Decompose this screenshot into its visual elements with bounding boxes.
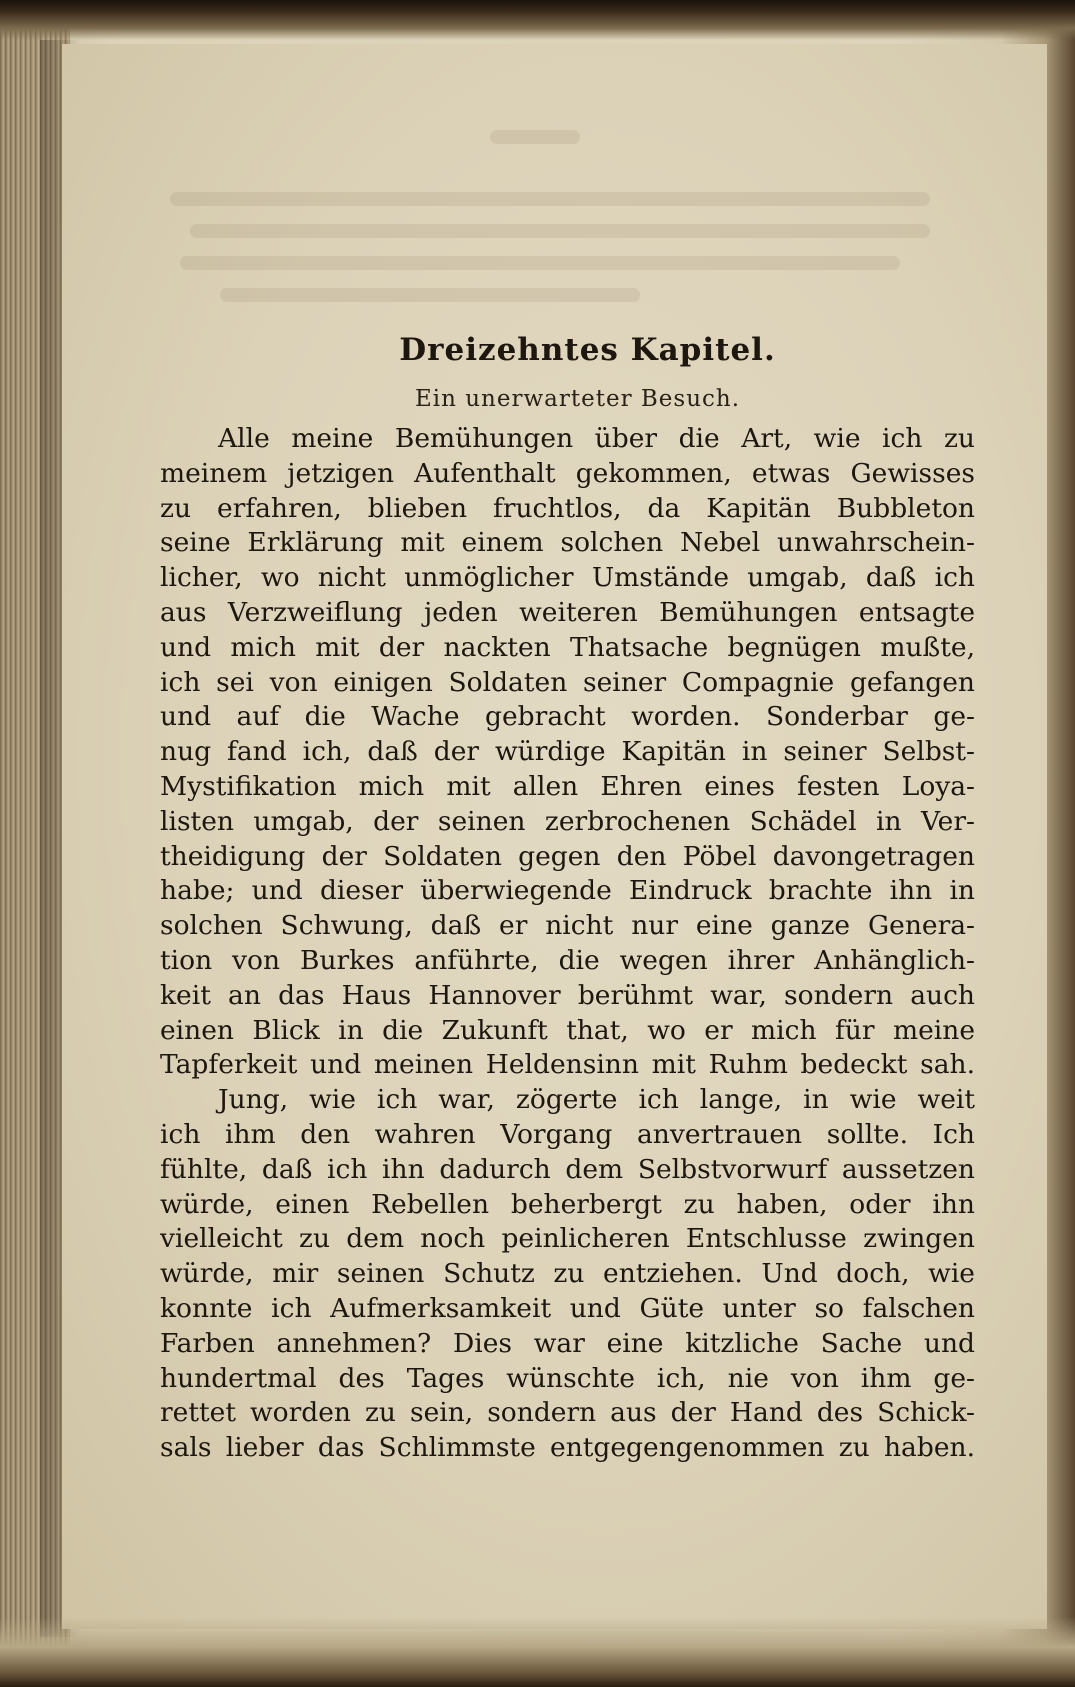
text-line: Alle meine Bemühungen über die Art, wie ich zu [218,423,975,454]
text-line: licher, wo nicht unmöglicher Umstände umgab, daß ich [160,562,975,594]
text-line: tion von Burkes anführte, die wegen ihrer Anhänglich- [160,944,975,976]
paragraph-2 [160,1083,975,1466]
chapter-text [160,330,975,1466]
text-line: Mystifikation mich mit allen Ehren eines festen Loya- [160,770,975,802]
text-line: einen Blick in die Zukunft that, wo er mich für meine [160,1014,975,1046]
text-line: ich ihm den wahren Vorgang anvertrauen sollte. Ich [160,1118,975,1150]
top-edge [0,0,1075,40]
text-line: fühlte, daß ich ihn dadurch dem Selbstvorwurf aussetzen [160,1153,975,1185]
text-line: und mich mit der nackten Thatsache begnügen mußte, [160,631,975,663]
text-line: Farben annehmen? Dies war eine kitzliche Sache und [160,1327,975,1359]
text-line: hundertmal des Tages wünschte ich, nie von ihm ge- [160,1362,975,1394]
text-line: konnte ich Aufmerksamkeit und Güte unter so falschen [160,1292,975,1324]
text-line: vielleicht zu dem noch peinlicheren Entschlusse zwingen [160,1223,975,1255]
text-line: theidigung der Soldaten gegen den Pöbel davongetragen [160,840,975,872]
text-line: Tapferkeit und meinen Heldensinn mit Ruhm bedeckt sah. [160,1049,975,1081]
chapter-subtitle: Ein unerwarteter Besuch. [414,386,741,412]
chapter-title: Dreizehntes Kapitel. [399,332,776,368]
text-line: nug fand ich, daß der würdige Kapitän in seiner Selbst- [160,736,975,768]
text-line: Jung, wie ich war, zögerte ich lange, in wie weit [218,1084,975,1116]
text-line: würde, einen Rebellen beherbergt zu haben, oder ihn [160,1188,975,1220]
text-line: rettet worden zu sein, sondern aus der Hand des Schick- [160,1397,975,1429]
text-line: habe; und dieser überwiegende Eindruck brachte ihn in [160,875,975,907]
text-line: seine Erklärung mit einem solchen Nebel unwahrschein- [160,527,975,559]
text-line: meinem jetzigen Aufenthalt gekommen, etwas Gewisses [160,457,975,489]
text-line: ich sei von einigen Soldaten seiner Compagnie gefangen [160,666,975,698]
text-line: und auf die Wache gebracht worden. Sonderbar ge- [160,701,975,733]
text-line: listen umgab, der seinen zerbrochenen Schädel in Ver- [160,805,975,837]
text-line: sals lieber das Schlimmste entgegengenommen zu haben. [160,1432,975,1464]
bottom-edge [0,1617,1075,1687]
text-line: solchen Schwung, daß er nicht nur eine ganze Genera- [160,910,975,942]
paragraph-1 [160,422,975,1083]
text-line: zu erfahren, blieben fruchtlos, da Kapitän Bubbleton [160,492,975,524]
text-line: würde, mir seinen Schutz zu entziehen. Und doch, wie [160,1258,975,1290]
text-line: keit an das Haus Hannover berühmt war, sondern auch [160,979,975,1011]
text-line: aus Verzweiflung jeden weiteren Bemühungen entsagte [160,596,975,628]
